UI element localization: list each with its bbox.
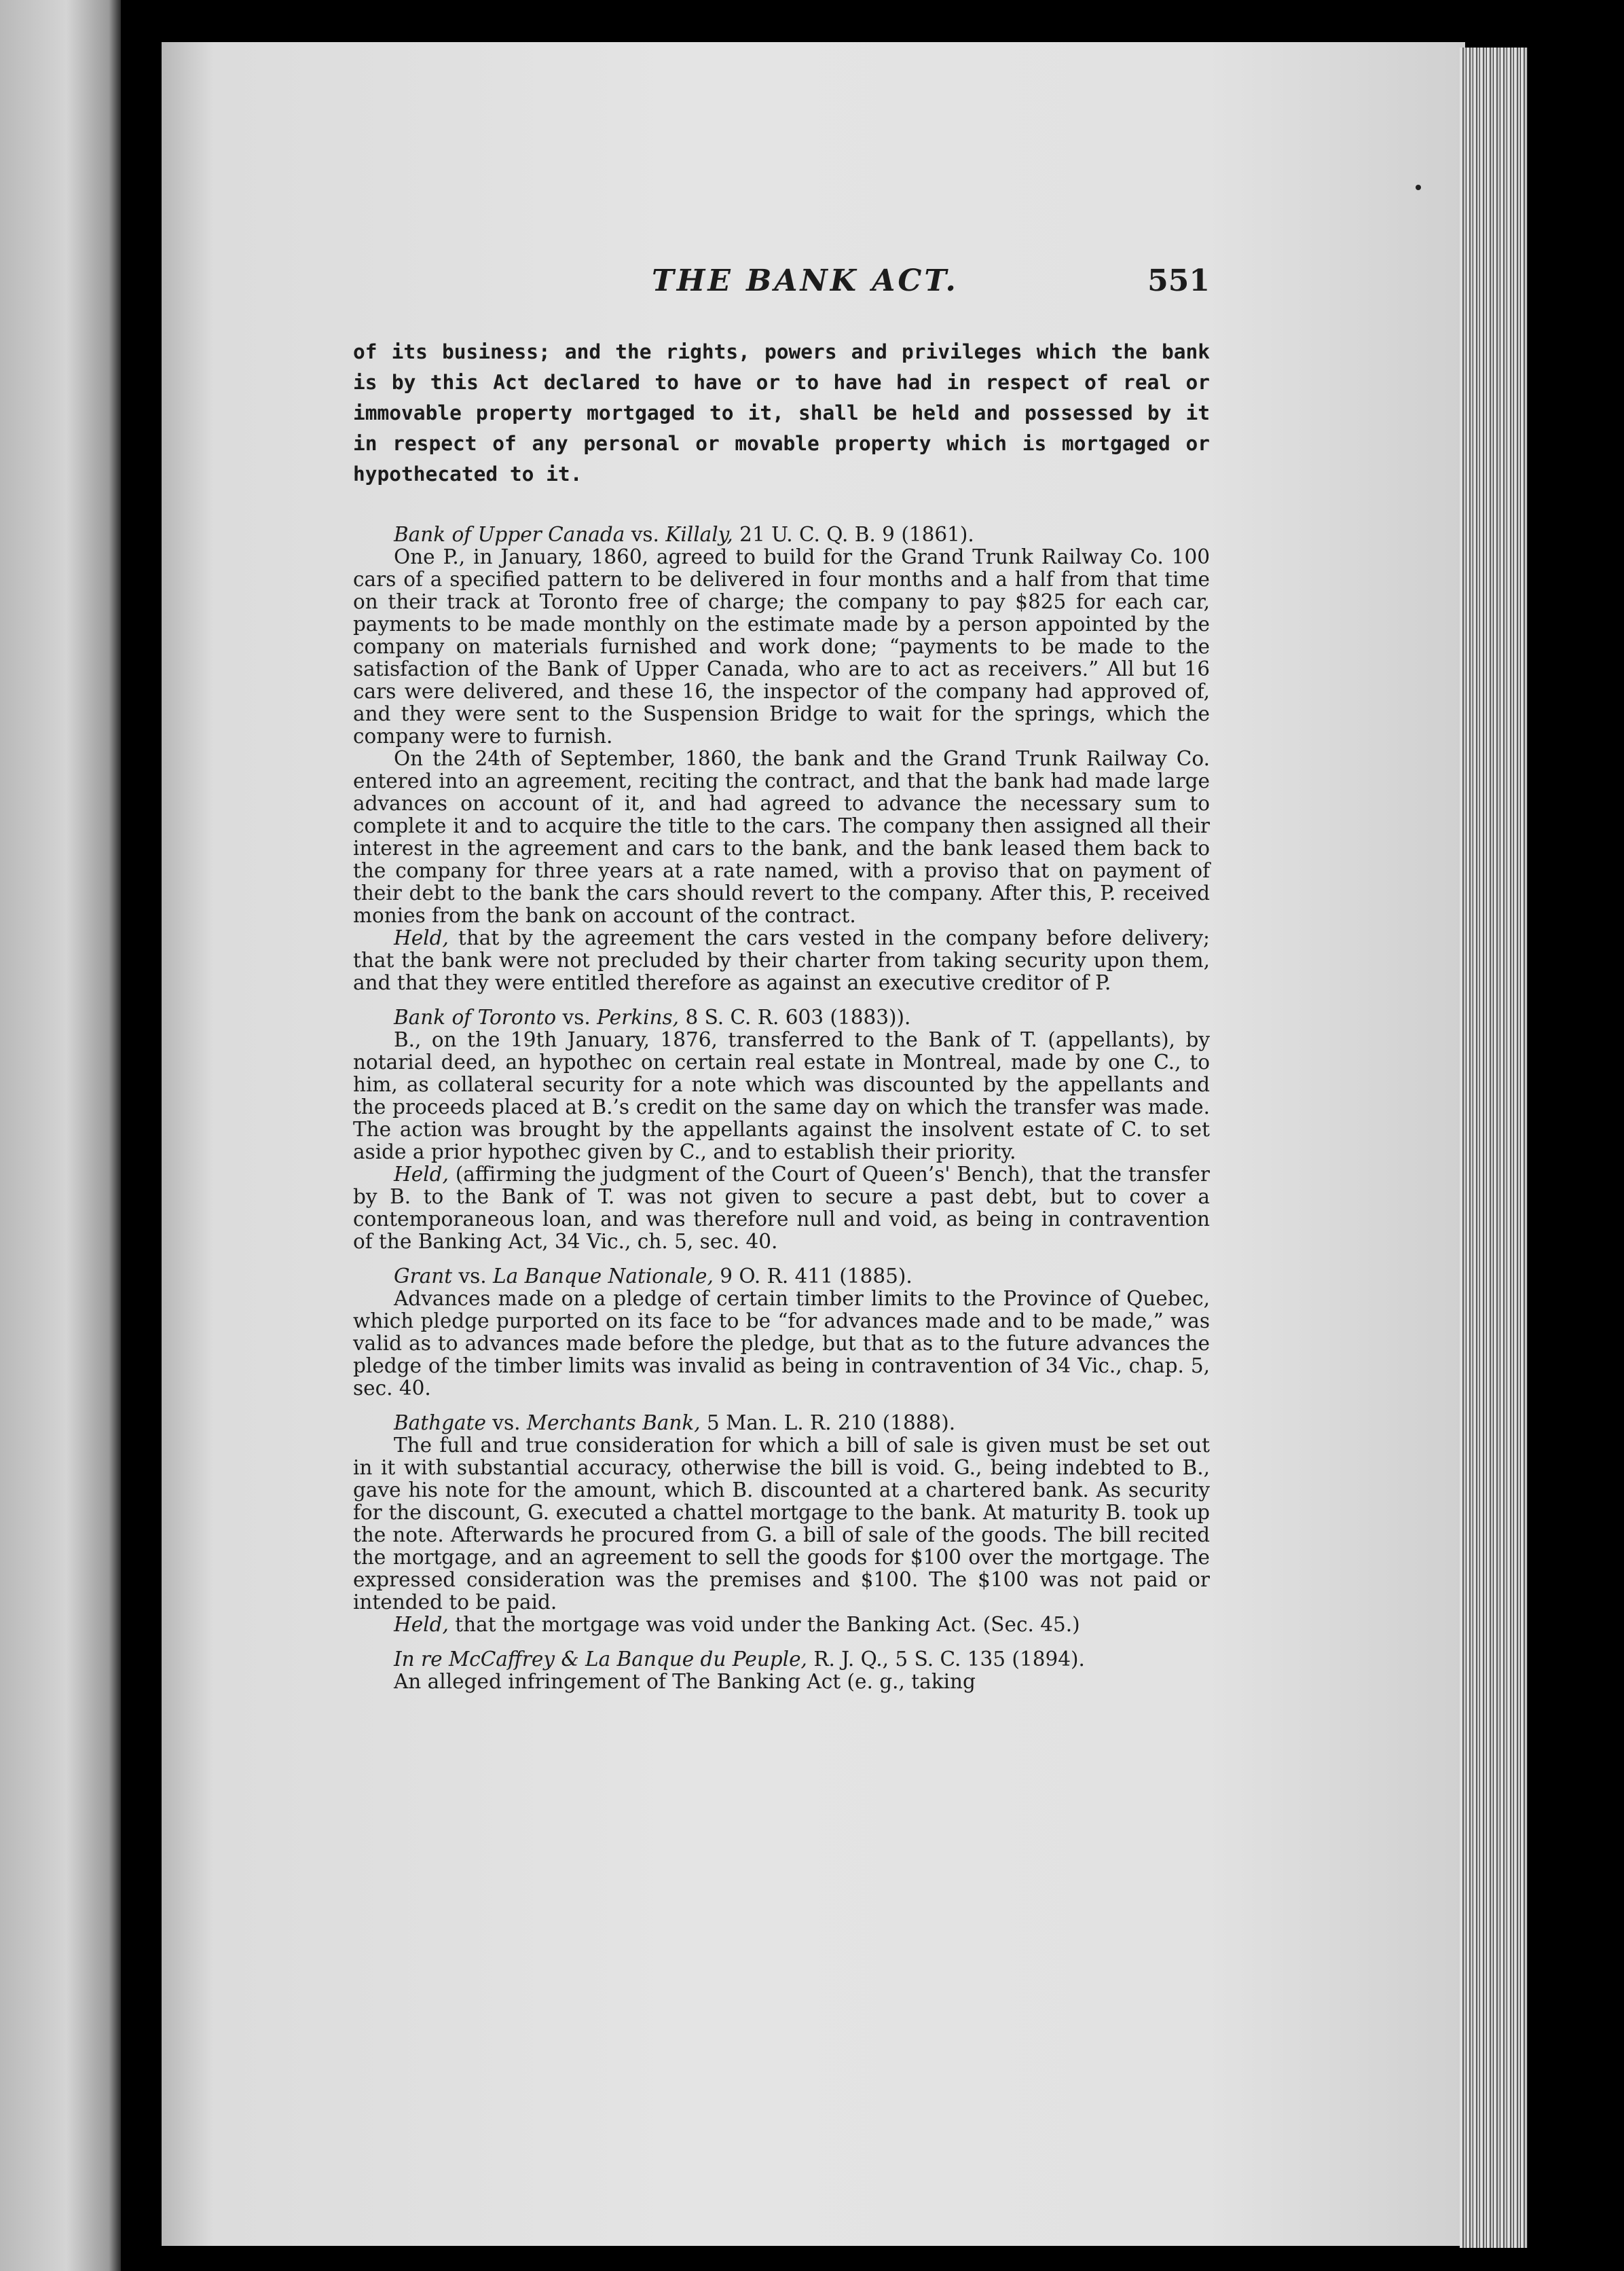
case-entry [353,1412,1210,1636]
case-paragraph: B., on the 19th January, 1876, transferred to the Bank of T. (appellants), by notarial deed, an hypothec on certain real estate in Montreal, made by one C., to him, as collateral security for a note which was discounted by the appellants and the proceeds placed at B.’s credit on the same day on which the transfer was made. The action was brought by the appellants against the insolvent estate of C. to set aside a prior hypothec given by C., and to establish their priority. [353,1028,1210,1163]
held-word: Held, [394,1613,449,1636]
held-word: Held, [394,926,449,949]
case-reference: 9 O. R. 411 (1885). [713,1265,912,1288]
case-party-a: In re McCaffrey & La Banque du Peuple, [394,1648,807,1671]
case-vs: vs. [556,1006,597,1029]
page-content [353,264,1210,1705]
case-vs: vs. [485,1411,527,1434]
case-citation [353,1648,1210,1671]
case-citation [353,1265,1210,1288]
case-vs: vs. [625,523,666,546]
held-text: that the mortgage was void under the Banking Act. (Sec. 45.) [448,1613,1080,1636]
case-vs: vs. [452,1265,494,1288]
statute-text: of its business; and the rights, powers and privileges which the bank is by this Act declared to have or to have had in respect of real or immovable property mortgaged to it, shall be held and possessed by it in respect of any personal or movable property which is mortgaged or hypothecated to it. [353,340,1210,486]
case-party-b: Killaly, [665,523,733,546]
case-holding [353,1163,1210,1253]
page-number: 551 [1147,264,1210,298]
case-entry [353,1006,1210,1253]
case-party-b: La Banque Nationale, [493,1265,714,1288]
case-party-a: Bank of Toronto [394,1006,557,1029]
speck [1416,185,1421,190]
case-paragraph: Advances made on a pledge of certain timber limits to the Province of Quebec, which pledge purported on its face to be “for advances made and to be made,” was valid as to advances made before the pledge, but that as to the future advances the pledge of the timber limits was invalid as being in contravention of 34 Vic., chap. 5, sec. 40. [353,1287,1210,1400]
case-paragraph: On the 24th of September, 1860, the bank and the Grand Trunk Railway Co. entered into an agreement, reciting the contract, and that the bank had made large advances on account of it, and had agreed to advance the necessary sum to complete it and to acquire the title to the cars. The company then assigned all their interest in the agreement and cars to the bank, and the bank leased them back to the company for three years at a rate named, with a proviso that on payment of their debt to the bank the cars should revert to the company. After this, P. received monies from the bank on account of the contract. [353,747,1210,927]
held-word: Held, [394,1163,449,1186]
case-citation [353,1412,1210,1434]
case-entry [353,1265,1210,1400]
facing-page-edge [0,0,121,2271]
case-paragraph: An alleged infringement of The Banking Act (e. g., taking [394,1670,976,1693]
case-citation [353,1006,1210,1029]
case-reference: R. J. Q., 5 S. C. 135 (1894). [807,1648,1085,1671]
case-list [353,524,1210,1693]
case-entry [353,1648,1210,1693]
case-party-a: Bank of Upper Canada [394,523,625,546]
case-entry [353,524,1210,994]
held-text: that by the agreement the cars vested in the company before delivery; that the bank were not precluded by their charter from taking security upon them, and that they were entitled therefore as against an executive creditor of P. [353,926,1210,994]
running-head-title: THE BANK ACT. [652,264,959,298]
held-text: (affirming the judgment of the Court of Queen’s' Bench), that the transfer by B. to the Bank of T. was not given to secure a past debt, but to cover a contemporaneous loan, and was therefore null and void, as being in contravention of the Banking Act, 34 Vic., ch. 5, sec. 40. [353,1163,1210,1253]
case-holding [353,1614,1210,1636]
case-party-b: Merchants Bank, [526,1411,701,1434]
case-party-a: Bathgate [394,1411,486,1434]
case-paragraph: The full and true consideration for which a bill of sale is given must be set out in it with substantial accuracy, otherwise the bill is void. G., being indebted to B., gave his note for the amount, which B. discounted at a chartered bank. As security for the discount, G. executed a chattel mortgage to the bank. At maturity B. took up the note. Afterwards he procured from G. a bill of sale of the goods. The bill recited the mortgage, and an agreement to sell the goods for $100 over the mortgage. The expressed consideration was the premises and $100. The $100 was not paid or intended to be paid. [353,1434,1210,1614]
case-reference: 5 Man. L. R. 210 (1888). [700,1411,956,1434]
case-party-b: Perkins, [597,1006,680,1029]
running-head [353,264,1210,304]
page-edges [1460,48,1528,2248]
case-party-a: Grant [394,1265,453,1288]
case-citation [353,524,1210,546]
case-reference: 8 S. C. R. 603 (1883)). [679,1006,911,1029]
case-reference: 21 U. C. Q. B. 9 (1861). [733,523,974,546]
case-paragraph: One P., in January, 1860, agreed to build for the Grand Trunk Railway Co. 100 cars of a specified pattern to be delivered in four months and a half from that time on their track at Toronto free of charge; the company to pay $825 for each car, payments to be made monthly on the estimate made by a person appointed by the company on materials furnished and work done; “payments to be made to the satisfaction of the Bank of Upper Canada, who are to act as receivers.” All but 16 cars were delivered, and these 16, the inspector of the company had approved of, and they were sent to the Suspension Bridge to wait for the springs, which the company were to furnish. [353,545,1210,748]
case-holding [353,927,1210,994]
